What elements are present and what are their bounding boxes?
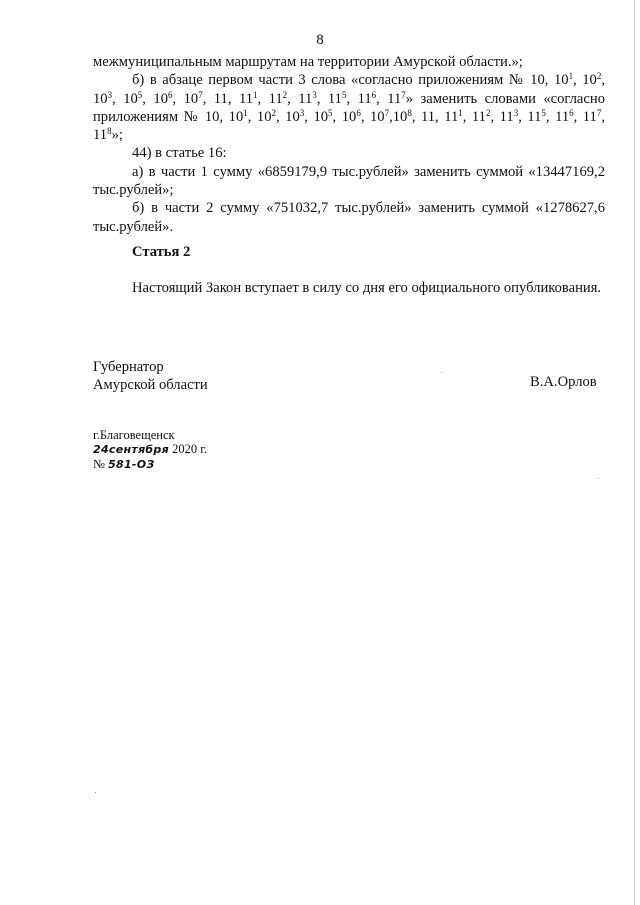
paragraph-item-b-appendices: б) в абзаце первом части 3 слова «согласно приложениям № 10, $10^1$, $10^2$, $10^3$, $10^5$, $10^6$, $10^7$, 11, $11^1$, $11^2$, $11^3$, $11^5$, $11^6$, $11^7$» заменить словами «согласно приложениям № 10, $10^1$, $10^2$, $10^3$, $10^5$, $10^6$, $10^7,10^8$, 11, $11^1$, $11^2$, $11^3$, $11^5$, $11^6$, $11^7$, $11^8$»; [93,71,606,144]
scan-speck [598,478,599,479]
scan-edge-line [634,0,635,905]
scan-speck [95,792,96,793]
paragraph-item-44: 44) в статье 16: [132,145,227,162]
signatory-title-line2: Амурской области [93,377,208,393]
signatory-name: В.А.Орлов [530,374,597,390]
article-2-heading: Статья 2 [132,244,191,260]
law-number-line [93,457,207,472]
date-line [93,442,207,457]
handwritten-number: 581-ОЗ [108,458,155,471]
city: г.Благовещенск [93,428,175,442]
amendment-text [93,53,605,236]
page-number: 8 [316,32,324,48]
paragraph-continuation: межмуниципальным маршрутам на территории Амурской области.»; [93,54,523,70]
article-2-paragraph: Настоящий Закон вступает в силу со дня его официального опубликования. [132,280,602,296]
paragraph-item-a-sum: а) в части 1 сумму «6859179,9 тыс.рублей» заменить суммой «13447169,2 тыс.рублей»; [93,163,605,199]
signatory-title [93,358,208,394]
paragraph-item-b-sum: б) в части 2 сумму «751032,7 тыс.рублей» заменить суммой «1278627,6 тыс.рублей». [93,200,605,235]
place-date-block [93,428,207,472]
year: 2020 г. [172,442,208,456]
article-2-text [93,279,605,297]
signatory-title-line1: Губернатор [93,359,164,375]
number-sign: № [93,457,105,471]
scan-speck [441,372,442,373]
handwritten-date: 24сентября [93,443,169,456]
